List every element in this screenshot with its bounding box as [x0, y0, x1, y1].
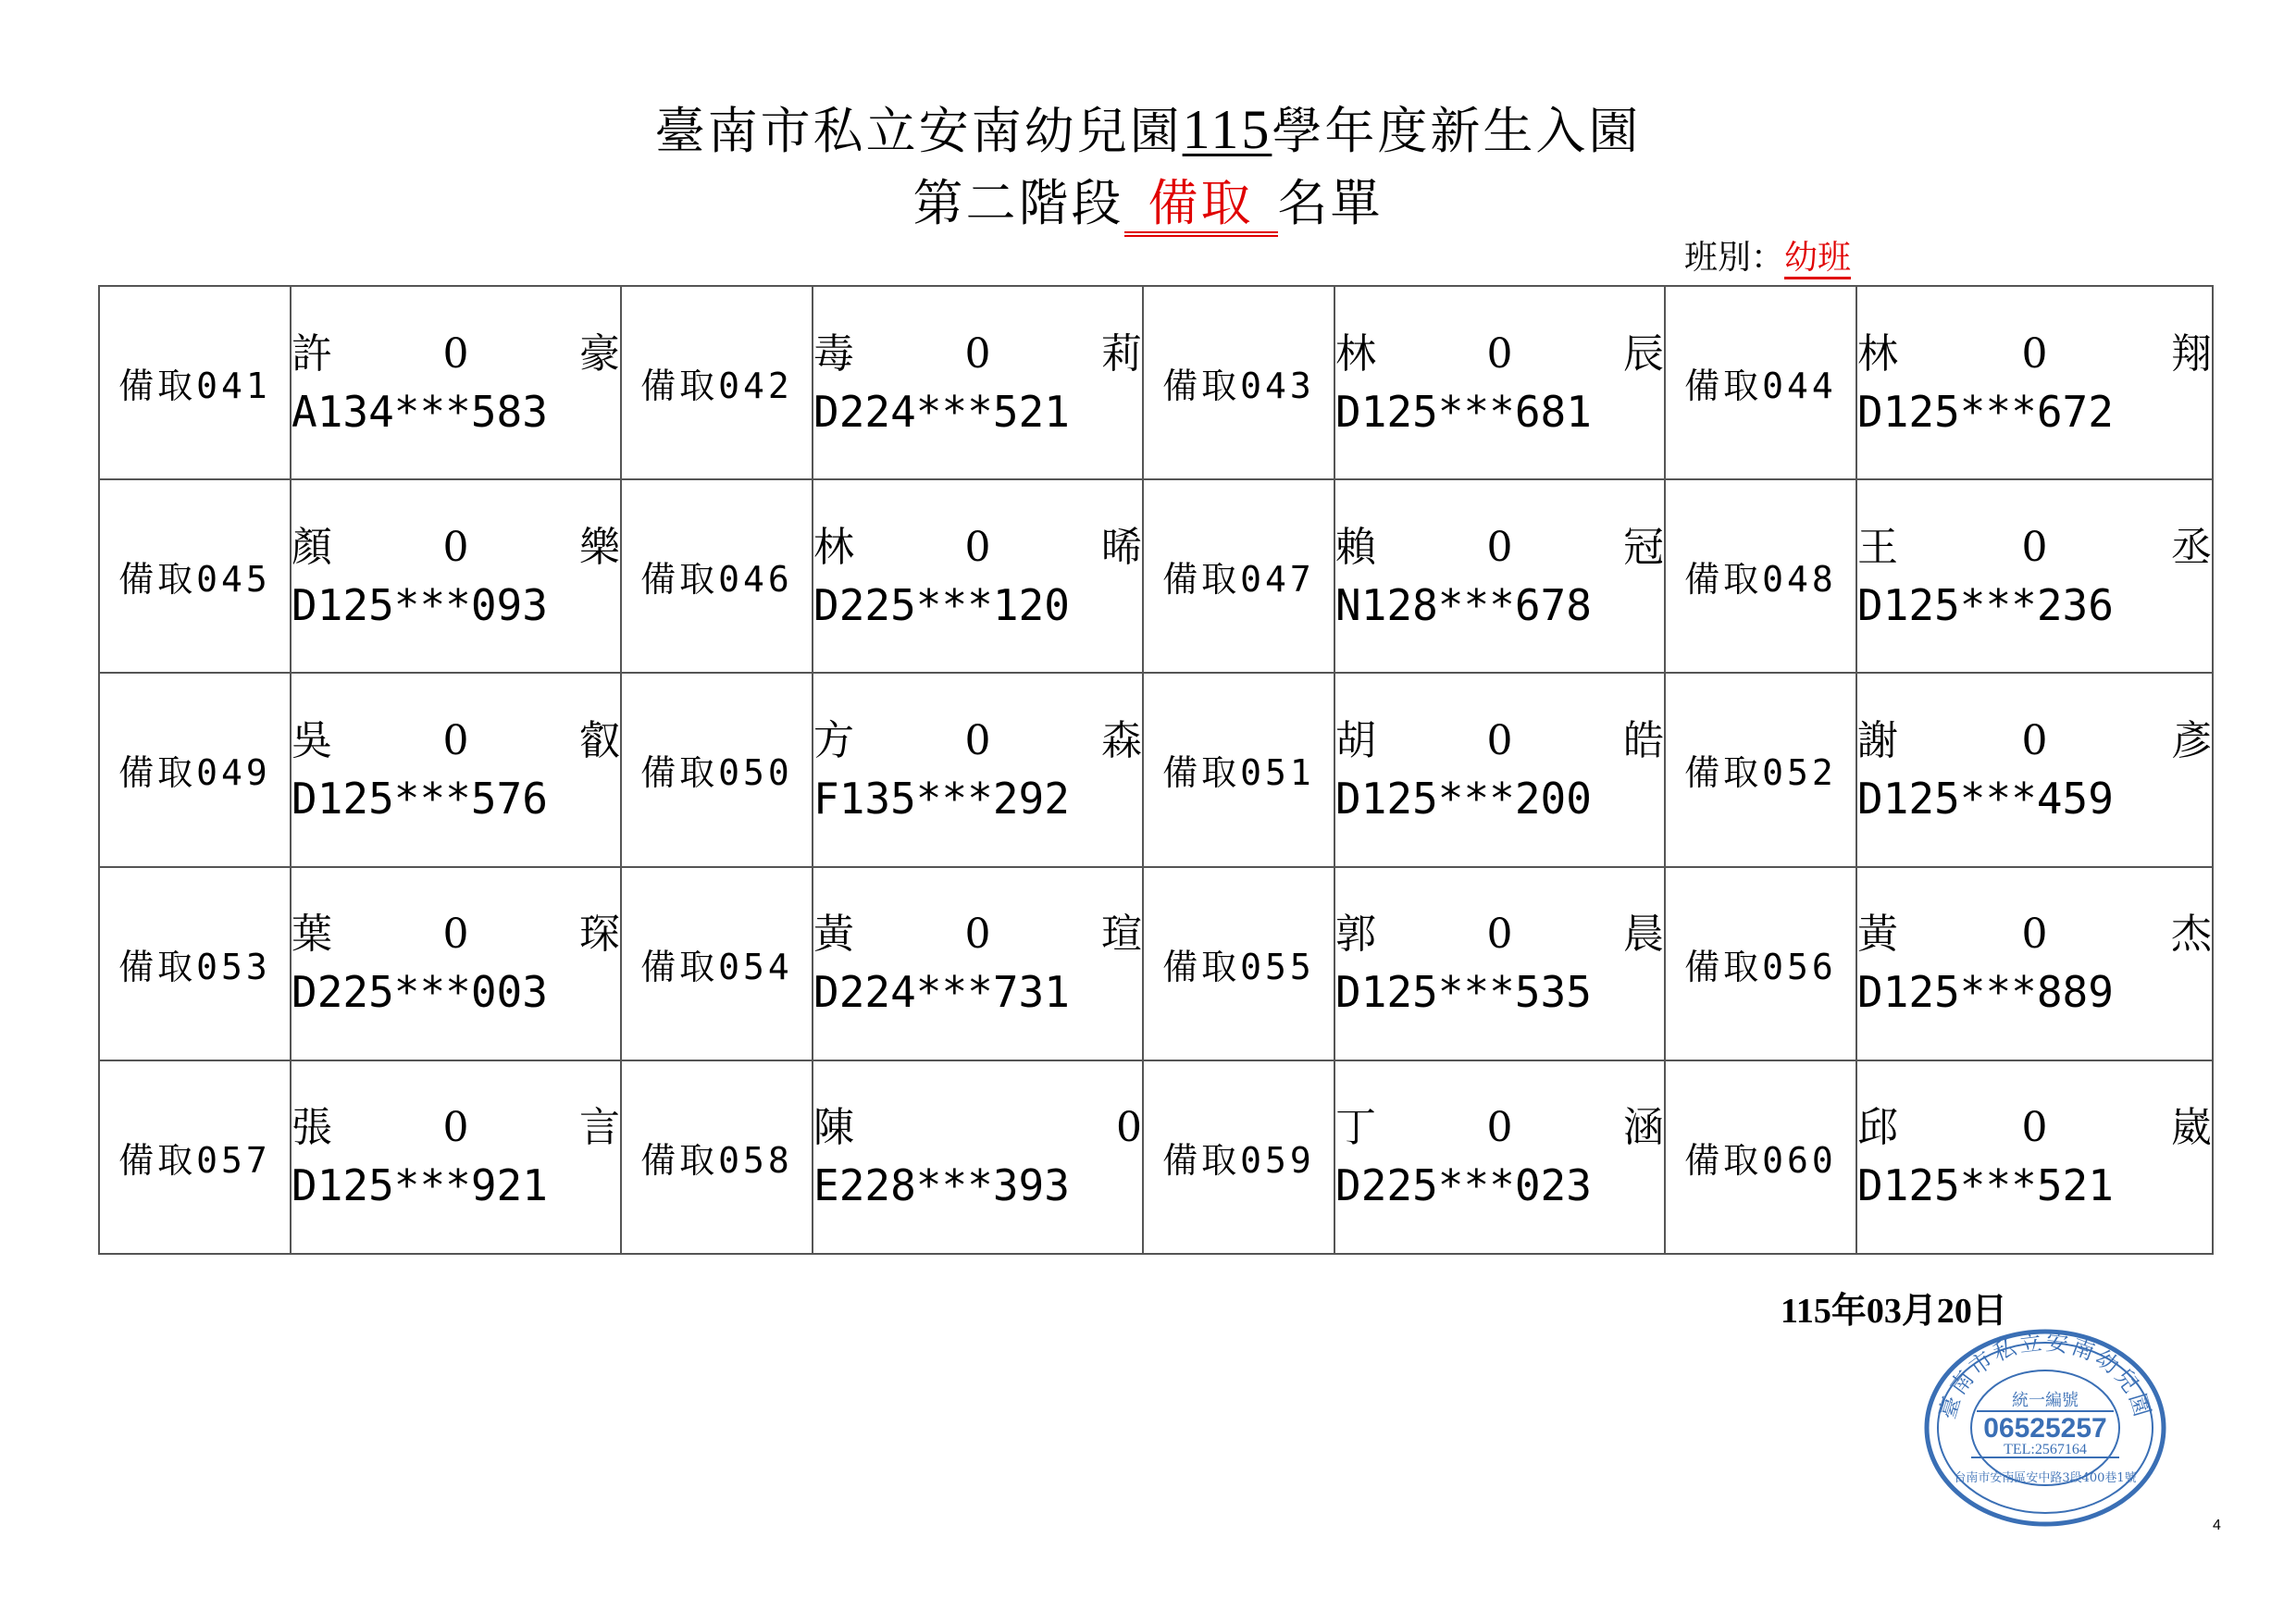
waitlist-rank: 備取043 [1143, 286, 1334, 479]
issue-date: 115年03月20日 [1781, 1292, 2007, 1331]
name-char: 顏 [292, 523, 332, 571]
applicant-cell [291, 286, 621, 479]
applicant-id: D125***521 [1857, 1160, 2114, 1211]
name-char: 0 [2021, 1104, 2048, 1152]
applicant-cell [1856, 673, 2213, 866]
applicant-id: D224***521 [813, 386, 1070, 437]
page-number: 4 [2213, 1518, 2221, 1533]
name-char: 辰 [1623, 329, 1664, 378]
applicant-id: D125***459 [1857, 773, 2114, 824]
table-row [99, 867, 2213, 1060]
name-char: 丞 [2171, 523, 2212, 571]
applicant-id: D125***576 [292, 773, 548, 824]
waitlist-rank: 備取054 [621, 867, 813, 1060]
svg-text:臺南市私立安南幼兒園: 臺南市私立安南幼兒園 [1934, 1329, 2156, 1422]
name-char: 彥 [2171, 716, 2212, 764]
name-char: 0 [964, 716, 991, 764]
name-char: 晨 [1623, 911, 1664, 959]
svg-text:台南市安南區安中路3段400巷1號: 台南市安南區安中路3段400巷1號 [1954, 1471, 2137, 1485]
applicant-name [1857, 906, 2212, 963]
waitlist-rank: 備取041 [99, 286, 291, 479]
waitlist-rank: 備取053 [99, 867, 291, 1060]
svg-text:TEL:2567164: TEL:2567164 [2004, 1442, 2087, 1457]
waitlist-rank: 備取048 [1665, 479, 1856, 673]
applicant-name [813, 1099, 1142, 1157]
applicant-name [1335, 1099, 1664, 1157]
name-char: 丁 [1335, 1104, 1376, 1152]
applicant-cell [291, 867, 621, 1060]
applicant-cell [1856, 1060, 2213, 1254]
waitlist-rank: 備取042 [621, 286, 813, 479]
name-char: 0 [2021, 523, 2048, 571]
waitlist-rank: 備取060 [1665, 1060, 1856, 1254]
applicant-name [1857, 713, 2212, 770]
name-char: 皓 [1623, 716, 1664, 764]
waitlist-rank: 備取059 [1143, 1060, 1334, 1254]
title-prefix: 臺南市私立安南幼兒園 [654, 102, 1183, 160]
waitlist-rank: 備取056 [1665, 867, 1856, 1060]
name-char: 許 [292, 329, 332, 378]
name-char: 森 [1101, 716, 1142, 764]
name-char: 林 [1335, 329, 1376, 378]
applicant-id: A134***583 [292, 386, 548, 437]
name-char: 0 [442, 1104, 469, 1152]
name-char: 0 [1486, 1104, 1513, 1152]
applicant-name [1335, 906, 1664, 963]
applicant-cell [813, 286, 1143, 479]
applicant-name [813, 906, 1142, 963]
name-char: 0 [964, 911, 991, 959]
applicant-name [813, 519, 1142, 576]
applicant-id: E228***393 [813, 1160, 1070, 1211]
name-char: 言 [579, 1104, 620, 1152]
waitlist-rank: 備取052 [1665, 673, 1856, 866]
applicant-cell [813, 673, 1143, 866]
name-char: 胡 [1335, 716, 1376, 764]
applicant-name [292, 713, 620, 770]
name-char: 王 [1857, 523, 1898, 571]
name-char: 翔 [2171, 329, 2212, 378]
class-value: 幼班 [1784, 239, 1851, 279]
svg-text:統一編號: 統一編號 [2012, 1391, 2079, 1410]
applicant-name [292, 906, 620, 963]
name-char: 毒 [813, 329, 854, 378]
name-char: 豪 [579, 329, 620, 378]
applicant-cell [813, 1060, 1143, 1254]
stage-prefix: 第二階段 [912, 174, 1124, 232]
waitlist-rank: 備取047 [1143, 479, 1334, 673]
name-char: 郭 [1335, 911, 1376, 959]
applicant-id: D125***672 [1857, 386, 2114, 437]
waitlist-rank: 備取051 [1143, 673, 1334, 866]
table-row [99, 1060, 2213, 1254]
applicant-cell [813, 867, 1143, 1060]
title-year: 115 [1182, 99, 1272, 160]
title-suffix: 學年度新生入園 [1272, 102, 1642, 160]
waitlist-table-body [99, 286, 2213, 1254]
name-char: 0 [964, 329, 991, 378]
name-char: 方 [813, 716, 854, 764]
applicant-cell [1856, 867, 2213, 1060]
applicant-id: D224***731 [813, 967, 1070, 1018]
applicant-cell [291, 1060, 621, 1254]
applicant-id: D125***535 [1335, 967, 1592, 1018]
applicant-cell [1334, 867, 1665, 1060]
waitlist-rank: 備取050 [621, 673, 813, 866]
applicant-cell [1334, 1060, 1665, 1254]
applicant-id: D125***200 [1335, 773, 1592, 824]
name-char: 0 [1486, 523, 1513, 571]
waitlist-rank: 備取057 [99, 1060, 291, 1254]
name-char: 0 [1116, 1104, 1142, 1152]
applicant-id: D125***093 [292, 579, 548, 630]
applicant-id: D125***236 [1857, 579, 2114, 630]
name-char: 0 [442, 911, 469, 959]
name-char: 0 [2021, 716, 2048, 764]
applicant-name [813, 326, 1142, 383]
applicant-id: F135***292 [813, 773, 1070, 824]
applicant-id: D225***023 [1335, 1160, 1592, 1211]
applicant-cell [1334, 673, 1665, 866]
name-char: 賴 [1335, 523, 1376, 571]
name-char: 謝 [1857, 716, 1898, 764]
name-char: 琛 [579, 911, 620, 959]
waitlist-rank: 備取046 [621, 479, 813, 673]
page-subtitle [0, 167, 2296, 241]
name-char: 涵 [1623, 1104, 1664, 1152]
applicant-name [1857, 326, 2212, 383]
name-char: 叡 [579, 716, 620, 764]
name-char: 樂 [579, 523, 620, 571]
waitlist-rank: 備取049 [99, 673, 291, 866]
name-char: 黃 [813, 911, 854, 959]
name-char: 張 [292, 1104, 332, 1152]
class-label: 班別： [1684, 239, 1785, 277]
applicant-id: D125***921 [292, 1160, 548, 1211]
applicant-cell [1334, 479, 1665, 673]
applicant-name [1335, 519, 1664, 576]
applicant-id: N128***678 [1335, 579, 1592, 630]
name-char: 崴 [2171, 1104, 2212, 1152]
name-char: 0 [442, 329, 469, 378]
applicant-name [292, 519, 620, 576]
waitlist-rank: 備取055 [1143, 867, 1334, 1060]
waitlist-rank: 備取045 [99, 479, 291, 673]
name-char: 0 [2021, 329, 2048, 378]
applicant-cell [291, 479, 621, 673]
kindergarten-seal [1916, 1319, 2175, 1531]
stage-status: 備取 [1124, 176, 1278, 237]
name-char: 0 [964, 523, 991, 571]
table-row [99, 479, 2213, 673]
name-char: 晞 [1101, 523, 1142, 571]
name-char: 瑄 [1101, 911, 1142, 959]
applicant-name [813, 713, 1142, 770]
name-char: 莉 [1101, 329, 1142, 378]
applicant-name [1857, 519, 2212, 576]
waitlist-rank: 備取058 [621, 1060, 813, 1254]
applicant-name [292, 326, 620, 383]
class-line [1684, 235, 1851, 281]
applicant-cell [1334, 286, 1665, 479]
name-char: 0 [1486, 716, 1513, 764]
applicant-id: D125***889 [1857, 967, 2114, 1018]
table-row [99, 673, 2213, 866]
table-row [99, 286, 2213, 479]
applicant-cell [1856, 479, 2213, 673]
name-char: 杰 [2171, 911, 2212, 959]
applicant-id: D125***681 [1335, 386, 1592, 437]
name-char: 0 [1486, 329, 1513, 378]
stage-suffix: 名單 [1277, 174, 1384, 232]
name-char: 0 [1486, 911, 1513, 959]
applicant-cell [813, 479, 1143, 673]
name-char: 0 [442, 716, 469, 764]
name-char: 葉 [292, 911, 332, 959]
name-char: 邱 [1857, 1104, 1898, 1152]
name-char: 林 [813, 523, 854, 571]
applicant-name [1857, 1099, 2212, 1157]
applicant-name [1335, 326, 1664, 383]
name-char: 黃 [1857, 911, 1898, 959]
page-title [0, 93, 2296, 168]
waitlist-table [98, 285, 2214, 1255]
applicant-name [292, 1099, 620, 1157]
applicant-cell [291, 673, 621, 866]
svg-text:06525257: 06525257 [1983, 1413, 2107, 1444]
applicant-id: D225***003 [292, 967, 548, 1018]
name-char: 0 [442, 523, 469, 571]
applicant-name [1335, 713, 1664, 770]
name-char: 林 [1857, 329, 1898, 378]
applicant-id: D225***120 [813, 579, 1070, 630]
waitlist-rank: 備取044 [1665, 286, 1856, 479]
name-char: 冠 [1623, 523, 1664, 571]
name-char: 吳 [292, 716, 332, 764]
applicant-cell [1856, 286, 2213, 479]
name-char: 陳 [813, 1104, 854, 1152]
name-char: 0 [2021, 911, 2048, 959]
